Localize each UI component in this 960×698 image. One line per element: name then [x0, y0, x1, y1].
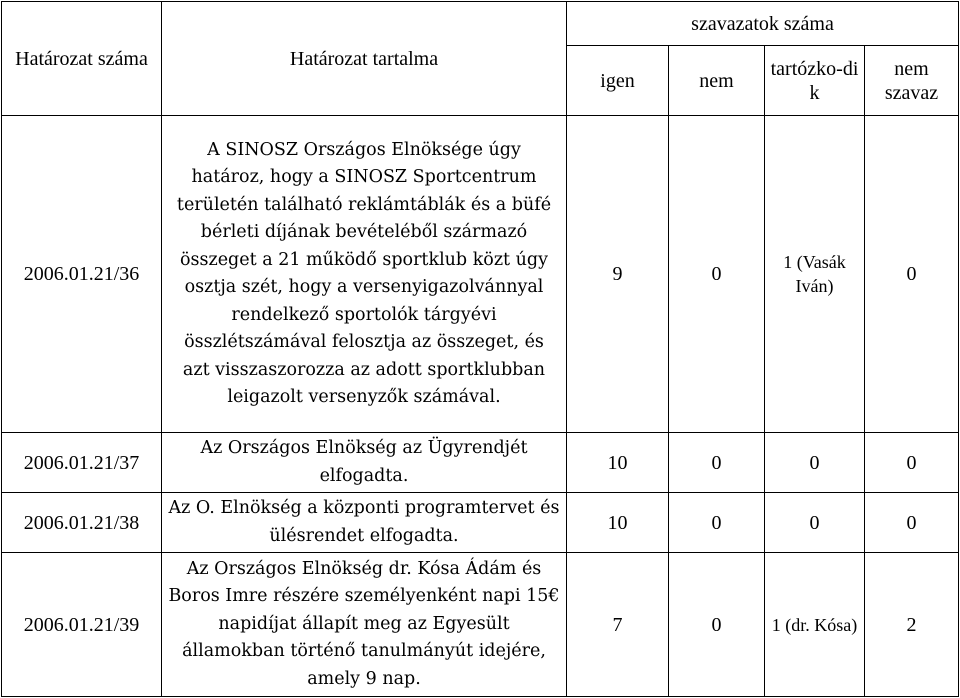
vote-no-count: 0	[669, 433, 765, 493]
table-row	[2, 553, 959, 697]
resolution-number: 2006.01.21/39	[2, 553, 162, 697]
header-row-1	[2, 2, 959, 46]
vote-none-count: 2	[865, 553, 959, 697]
resolution-content: Az O. Elnökség a központi programtervet és ülésrendet elfogadta.	[162, 493, 567, 553]
vote-abstain-count: 1 (Vasák Iván)	[765, 116, 865, 433]
resolution-content: Az Országos Elnökség az Ügyrendjét elfogadta.	[162, 433, 567, 493]
table-row	[2, 433, 959, 493]
vote-none-count: 0	[865, 116, 959, 433]
resolution-content: Az Országos Elnökség dr. Kósa Ádám és Boros Imre részére személyenként napi 15€ napidíjat állapít meg az Egyesült államokban történő tanulmányút idejére, amely 9 nap.	[162, 553, 567, 697]
resolution-number: 2006.01.21/37	[2, 433, 162, 493]
table-row	[2, 116, 959, 433]
resolution-number: 2006.01.21/38	[2, 493, 162, 553]
vote-abstain-count: 0	[765, 493, 865, 553]
resolutions-table	[1, 1, 959, 697]
header-resolution-content: Határozat tartalma	[162, 2, 567, 116]
vote-yes-count: 9	[567, 116, 669, 433]
resolution-content: A SINOSZ Országos Elnöksége úgy határoz, hogy a SINOSZ Sportcentrum területén található reklámtáblák és a büfé bérleti díjának bevételéből származó összeget a 21 működő sportklub közt úgy osztja szét, hogy a versenyigazolvánnyal rendelkező sportolók tárgyévi összlétszámával felosztja az összeget, és azt visszaszorozza az adott sportklubban leigazolt versenyzők számával.	[162, 116, 567, 433]
header-vote-none: nem szavaz	[865, 46, 959, 116]
vote-yes-count: 10	[567, 433, 669, 493]
vote-no-count: 0	[669, 553, 765, 697]
vote-yes-count: 7	[567, 553, 669, 697]
header-vote-yes: igen	[567, 46, 669, 116]
header-votes: szavazatok száma	[567, 2, 959, 46]
vote-none-count: 0	[865, 433, 959, 493]
vote-no-count: 0	[669, 493, 765, 553]
table-row	[2, 493, 959, 553]
vote-no-count: 0	[669, 116, 765, 433]
vote-none-count: 0	[865, 493, 959, 553]
header-vote-abstain: tartózko-dik	[765, 46, 865, 116]
header-vote-no: nem	[669, 46, 765, 116]
resolution-number: 2006.01.21/36	[2, 116, 162, 433]
vote-abstain-count: 1 (dr. Kósa)	[765, 553, 865, 697]
vote-abstain-count: 0	[765, 433, 865, 493]
header-resolution-number: Határozat száma	[2, 2, 162, 116]
vote-yes-count: 10	[567, 493, 669, 553]
